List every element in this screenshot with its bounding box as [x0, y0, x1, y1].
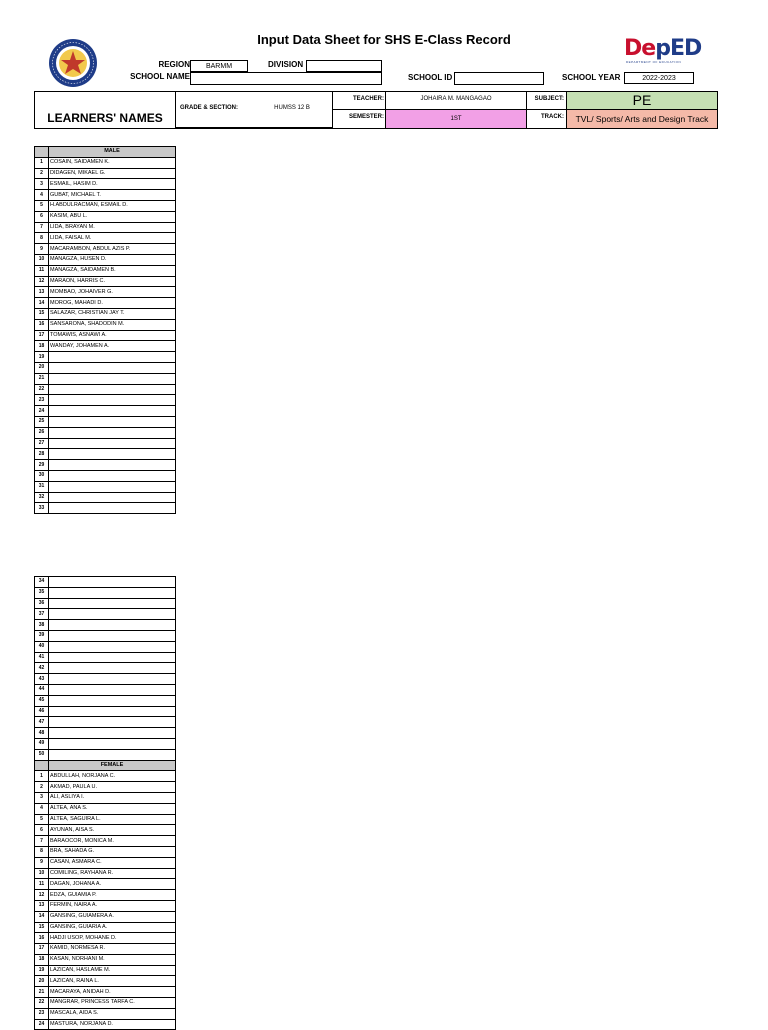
- learner-name-cell[interactable]: BARAOCOR, MONICA M.: [49, 836, 176, 847]
- female-row: [35, 879, 176, 890]
- row-number: 20: [35, 362, 49, 373]
- row-number: 10: [35, 254, 49, 265]
- learner-name-cell[interactable]: KASAN, NORHANI M.: [49, 954, 176, 965]
- male-row: [35, 265, 176, 276]
- male-row: [35, 244, 176, 255]
- male-row: [35, 308, 176, 319]
- learner-name-cell[interactable]: ALTEA, ANA S.: [49, 803, 176, 814]
- row-number: 14: [35, 298, 49, 309]
- learner-name-cell[interactable]: EDZA, GUIAMIA P.: [49, 890, 176, 901]
- female-row: [35, 782, 176, 793]
- division-field[interactable]: [306, 60, 382, 72]
- female-row: [35, 814, 176, 825]
- male-row: [35, 706, 176, 717]
- row-number: 8: [35, 846, 49, 857]
- learner-name-cell[interactable]: SALAZAR, CHRISTIAN JAY T.: [49, 308, 176, 319]
- deped-logo: DepED DEPARTMENT OF EDUCATION: [624, 36, 702, 64]
- row-number: 14: [35, 911, 49, 922]
- female-row: [35, 976, 176, 987]
- row-number: 47: [35, 717, 49, 728]
- region-label: REGION: [158, 60, 190, 69]
- learner-name-cell[interactable]: BRA, SAHADA G.: [49, 846, 176, 857]
- learner-name-cell[interactable]: KAMID, NORMESA R.: [49, 944, 176, 955]
- row-number: 13: [35, 287, 49, 298]
- female-row: [35, 868, 176, 879]
- male-row: [35, 630, 176, 641]
- row-number: 4: [35, 803, 49, 814]
- male-row: [35, 609, 176, 620]
- row-number: 43: [35, 674, 49, 685]
- learner-name-cell[interactable]: GUBAT, MICHAEL T.: [49, 190, 176, 201]
- male-row: [35, 298, 176, 309]
- learner-name-cell[interactable]: [49, 641, 176, 652]
- learner-name-cell[interactable]: [49, 598, 176, 609]
- male-list-table-part2: [34, 576, 176, 1030]
- male-row: [35, 341, 176, 352]
- male-row: [35, 684, 176, 695]
- male-row: [35, 438, 176, 449]
- learner-name-cell[interactable]: LIDA, BRAYAN M.: [49, 222, 176, 233]
- male-row: [35, 179, 176, 190]
- track-value[interactable]: TVL/ Sports/ Arts and Design Track: [566, 110, 717, 128]
- learner-name-cell[interactable]: [49, 395, 176, 406]
- subject-label: SUBJECT:: [534, 96, 564, 102]
- row-number: 3: [35, 179, 49, 190]
- row-number: 12: [35, 276, 49, 287]
- row-number: 19: [35, 352, 49, 363]
- row-number: 40: [35, 641, 49, 652]
- learner-name-cell[interactable]: LIDA, FAISAL M.: [49, 233, 176, 244]
- male-row: [35, 663, 176, 674]
- row-number: 8: [35, 233, 49, 244]
- semester-value[interactable]: 1ST: [386, 110, 526, 128]
- female-row: [35, 836, 176, 847]
- learner-name-cell[interactable]: MARAON, HARRIS C.: [49, 276, 176, 287]
- learner-name-cell[interactable]: [49, 630, 176, 641]
- grade-section-label: GRADE & SECTION:: [180, 105, 239, 111]
- row-number: 34: [35, 577, 49, 588]
- semester-label: SEMESTER:: [348, 114, 384, 120]
- learner-name-cell[interactable]: DAGAN, JOHANA A.: [49, 879, 176, 890]
- learner-name-cell[interactable]: [49, 438, 176, 449]
- row-number: 5: [35, 814, 49, 825]
- female-header-label: FEMALE: [49, 760, 176, 771]
- learner-name-cell[interactable]: [49, 663, 176, 674]
- row-number: 18: [35, 341, 49, 352]
- female-row: [35, 954, 176, 965]
- row-number: 15: [35, 922, 49, 933]
- row-number: 13: [35, 900, 49, 911]
- learner-name-cell[interactable]: [49, 684, 176, 695]
- learner-name-cell[interactable]: COMILING, RAYHANA R.: [49, 868, 176, 879]
- learner-name-cell[interactable]: [49, 470, 176, 481]
- row-number: 50: [35, 749, 49, 760]
- female-row: [35, 825, 176, 836]
- learner-name-cell[interactable]: MASCALA, AIDA S.: [49, 1008, 176, 1019]
- female-row: [35, 987, 176, 998]
- school-name-field[interactable]: [190, 72, 382, 85]
- male-row: [35, 200, 176, 211]
- male-row: [35, 330, 176, 341]
- row-number: 36: [35, 598, 49, 609]
- learner-name-cell[interactable]: [49, 406, 176, 417]
- learner-name-cell[interactable]: HADJI USOP, MOHANE D.: [49, 933, 176, 944]
- male-row: [35, 717, 176, 728]
- learner-name-cell[interactable]: KASIM, ABU L.: [49, 211, 176, 222]
- learner-name-cell[interactable]: [49, 503, 176, 514]
- learner-name-cell[interactable]: GANSING, GUIAMERA A.: [49, 911, 176, 922]
- learner-name-cell[interactable]: ALTEA, SAGUIRA L.: [49, 814, 176, 825]
- learner-name-cell[interactable]: WANDAY, JOHAMEN A.: [49, 341, 176, 352]
- row-number: 3: [35, 792, 49, 803]
- male-row: [35, 728, 176, 739]
- row-number: 18: [35, 954, 49, 965]
- learner-name-cell[interactable]: [49, 620, 176, 631]
- school-name-label: SCHOOL NAME: [130, 72, 190, 81]
- learner-name-cell[interactable]: LAZICAN, RAINA L.: [49, 976, 176, 987]
- row-number: 24: [35, 406, 49, 417]
- male-row: [35, 233, 176, 244]
- learner-name-cell[interactable]: SANSARONA, SHADODIN M.: [49, 319, 176, 330]
- deped-seal-icon: [48, 38, 98, 88]
- male-row: [35, 577, 176, 588]
- learner-name-cell[interactable]: [49, 717, 176, 728]
- male-row: [35, 695, 176, 706]
- male-row: [35, 503, 176, 514]
- row-number: 21: [35, 373, 49, 384]
- row-number: 15: [35, 308, 49, 319]
- row-number: 30: [35, 470, 49, 481]
- division-label: DIVISION: [268, 60, 304, 69]
- male-section-header: [35, 147, 176, 158]
- learner-name-cell[interactable]: H.ABDULRACMAN, ESMAIL D.: [49, 200, 176, 211]
- male-row: [35, 470, 176, 481]
- learner-name-cell[interactable]: ABDULLAH, NORJANA C.: [49, 771, 176, 782]
- female-row: [35, 1008, 176, 1019]
- row-number: 7: [35, 836, 49, 847]
- learner-name-cell[interactable]: AYUNAN, AISA S.: [49, 825, 176, 836]
- page-title: Input Data Sheet for SHS E-Class Record: [257, 32, 511, 47]
- learner-name-cell[interactable]: [49, 449, 176, 460]
- learner-name-cell[interactable]: [49, 728, 176, 739]
- logo-text-right: ED: [669, 36, 702, 61]
- track-label: TRACK:: [541, 114, 564, 120]
- row-number: 49: [35, 738, 49, 749]
- learner-name-cell[interactable]: [49, 738, 176, 749]
- male-row: [35, 738, 176, 749]
- learners-names-heading: LEARNERS' NAMES: [47, 111, 163, 125]
- row-number: 19: [35, 965, 49, 976]
- region-field[interactable]: BARMM: [190, 60, 248, 72]
- row-number: 35: [35, 587, 49, 598]
- learner-name-cell[interactable]: [49, 577, 176, 588]
- row-number: 1: [35, 157, 49, 168]
- row-number: 39: [35, 630, 49, 641]
- male-row: [35, 395, 176, 406]
- learner-name-cell[interactable]: MOMBAO, JOHAIVER G.: [49, 287, 176, 298]
- row-number: 46: [35, 706, 49, 717]
- male-row: [35, 319, 176, 330]
- male-row: [35, 211, 176, 222]
- row-number: 28: [35, 449, 49, 460]
- female-row: [35, 933, 176, 944]
- row-number: 38: [35, 620, 49, 631]
- male-row: [35, 254, 176, 265]
- male-row: [35, 641, 176, 652]
- male-row: [35, 460, 176, 471]
- female-row: [35, 803, 176, 814]
- learner-name-cell[interactable]: CASAN, ASMARA C.: [49, 857, 176, 868]
- male-row: [35, 168, 176, 179]
- female-row: [35, 922, 176, 933]
- male-row: [35, 449, 176, 460]
- learner-name-cell[interactable]: MACARAYA, ANIDAH D.: [49, 987, 176, 998]
- row-number: 37: [35, 609, 49, 620]
- learner-name-cell[interactable]: MANGRAR, PRINCESS TARFA C.: [49, 998, 176, 1009]
- male-row: [35, 287, 176, 298]
- male-row: [35, 427, 176, 438]
- learner-name-cell[interactable]: [49, 706, 176, 717]
- row-number: 2: [35, 782, 49, 793]
- school-id-field[interactable]: [454, 72, 544, 85]
- learner-name-cell[interactable]: MASTURA, NORJANA D.: [49, 1019, 176, 1030]
- row-number: 12: [35, 890, 49, 901]
- female-row: [35, 911, 176, 922]
- learner-name-cell[interactable]: ALI, ASLIYA I.: [49, 792, 176, 803]
- female-row: [35, 900, 176, 911]
- male-row: [35, 384, 176, 395]
- learner-name-cell[interactable]: [49, 609, 176, 620]
- row-number: 23: [35, 395, 49, 406]
- grade-section-value[interactable]: HUMSS 12 B: [274, 105, 310, 111]
- learner-name-cell[interactable]: [49, 384, 176, 395]
- learner-name-cell[interactable]: MOROG, MAHADI D.: [49, 298, 176, 309]
- learner-name-cell[interactable]: DIDAGEN, MIKAEL G.: [49, 168, 176, 179]
- male-row: [35, 587, 176, 598]
- row-number: 26: [35, 427, 49, 438]
- male-row: [35, 674, 176, 685]
- female-row: [35, 890, 176, 901]
- learner-name-cell[interactable]: ESMAIL, HASIM D.: [49, 179, 176, 190]
- male-row: [35, 373, 176, 384]
- learner-name-cell[interactable]: [49, 427, 176, 438]
- row-number: 20: [35, 976, 49, 987]
- row-number: 29: [35, 460, 49, 471]
- male-row: [35, 190, 176, 201]
- learner-name-cell[interactable]: [49, 587, 176, 598]
- learner-name-cell[interactable]: [49, 416, 176, 427]
- male-row: [35, 481, 176, 492]
- row-number: 33: [35, 503, 49, 514]
- learner-name-cell[interactable]: [49, 352, 176, 363]
- female-row: [35, 846, 176, 857]
- male-list-table-part1: [34, 146, 176, 514]
- row-number: 32: [35, 492, 49, 503]
- logo-subtitle: DEPARTMENT OF EDUCATION: [626, 60, 682, 64]
- row-number: 9: [35, 244, 49, 255]
- row-number: 21: [35, 987, 49, 998]
- row-number: 45: [35, 695, 49, 706]
- row-number: 6: [35, 825, 49, 836]
- row-number: 9: [35, 857, 49, 868]
- learner-name-cell[interactable]: [49, 481, 176, 492]
- female-row: [35, 857, 176, 868]
- row-number: 22: [35, 384, 49, 395]
- row-number: 24: [35, 1019, 49, 1030]
- learner-name-cell[interactable]: TOMAWIS, ASNAWI A.: [49, 330, 176, 341]
- row-number: 27: [35, 438, 49, 449]
- row-number: 17: [35, 944, 49, 955]
- male-row: [35, 276, 176, 287]
- learner-name-cell[interactable]: [49, 695, 176, 706]
- row-number: 2: [35, 168, 49, 179]
- row-number: 42: [35, 663, 49, 674]
- row-number: 23: [35, 1008, 49, 1019]
- male-row: [35, 362, 176, 373]
- school-year-label: SCHOOL YEAR: [562, 73, 621, 82]
- row-number: 4: [35, 190, 49, 201]
- row-number: 17: [35, 330, 49, 341]
- male-row: [35, 406, 176, 417]
- school-year-field[interactable]: 2022-2023: [624, 72, 694, 84]
- learner-name-cell[interactable]: AKMAD, PAULA U.: [49, 782, 176, 793]
- row-number: 48: [35, 728, 49, 739]
- male-row: [35, 598, 176, 609]
- female-row: [35, 998, 176, 1009]
- learner-name-cell[interactable]: [49, 492, 176, 503]
- female-row: [35, 965, 176, 976]
- row-number: 22: [35, 998, 49, 1009]
- male-row: [35, 416, 176, 427]
- row-number: 1: [35, 771, 49, 782]
- logo-text-left: De: [624, 36, 656, 61]
- learner-name-cell[interactable]: [49, 373, 176, 384]
- row-number: 7: [35, 222, 49, 233]
- male-row: [35, 492, 176, 503]
- female-row: [35, 944, 176, 955]
- subject-value[interactable]: PE: [566, 92, 717, 109]
- school-id-label: SCHOOL ID: [408, 73, 453, 82]
- learner-name-cell[interactable]: [49, 652, 176, 663]
- row-number: 11: [35, 879, 49, 890]
- learner-name-cell[interactable]: GANSING, GUIARIA A.: [49, 922, 176, 933]
- learner-name-cell[interactable]: [49, 460, 176, 471]
- row-number: 6: [35, 211, 49, 222]
- row-number: 44: [35, 684, 49, 695]
- teacher-label: TEACHER:: [353, 96, 384, 102]
- male-row: [35, 749, 176, 760]
- male-row: [35, 352, 176, 363]
- female-row: [35, 1019, 176, 1030]
- learner-name-cell[interactable]: LAZICAN, HASLAME M.: [49, 965, 176, 976]
- row-number: 5: [35, 200, 49, 211]
- row-number: 10: [35, 868, 49, 879]
- male-row: [35, 222, 176, 233]
- row-number: 31: [35, 481, 49, 492]
- row-number: 25: [35, 416, 49, 427]
- learner-name-cell[interactable]: [49, 362, 176, 373]
- male-header-label: MALE: [49, 147, 176, 158]
- learner-name-cell[interactable]: MANAGZA, SAIDAMEN B.: [49, 265, 176, 276]
- learner-name-cell[interactable]: FERMIN, NAIRA A.: [49, 900, 176, 911]
- female-row: [35, 792, 176, 803]
- learner-name-cell[interactable]: [49, 749, 176, 760]
- row-number: 11: [35, 265, 49, 276]
- male-row: [35, 157, 176, 168]
- row-number: 16: [35, 319, 49, 330]
- learner-name-cell[interactable]: MACARAMBON, ABDUL AZIS P.: [49, 244, 176, 255]
- row-number: 41: [35, 652, 49, 663]
- learner-name-cell[interactable]: [49, 674, 176, 685]
- learner-name-cell[interactable]: MANAGZA, HUSEN D.: [49, 254, 176, 265]
- male-row: [35, 652, 176, 663]
- female-section-header: [35, 760, 176, 771]
- learner-name-cell[interactable]: COSAIN, SAIDAMEN K.: [49, 157, 176, 168]
- row-number: 16: [35, 933, 49, 944]
- female-row: [35, 771, 176, 782]
- male-row: [35, 620, 176, 631]
- teacher-value[interactable]: JOHAIRA M. MANGAGAO: [420, 96, 492, 102]
